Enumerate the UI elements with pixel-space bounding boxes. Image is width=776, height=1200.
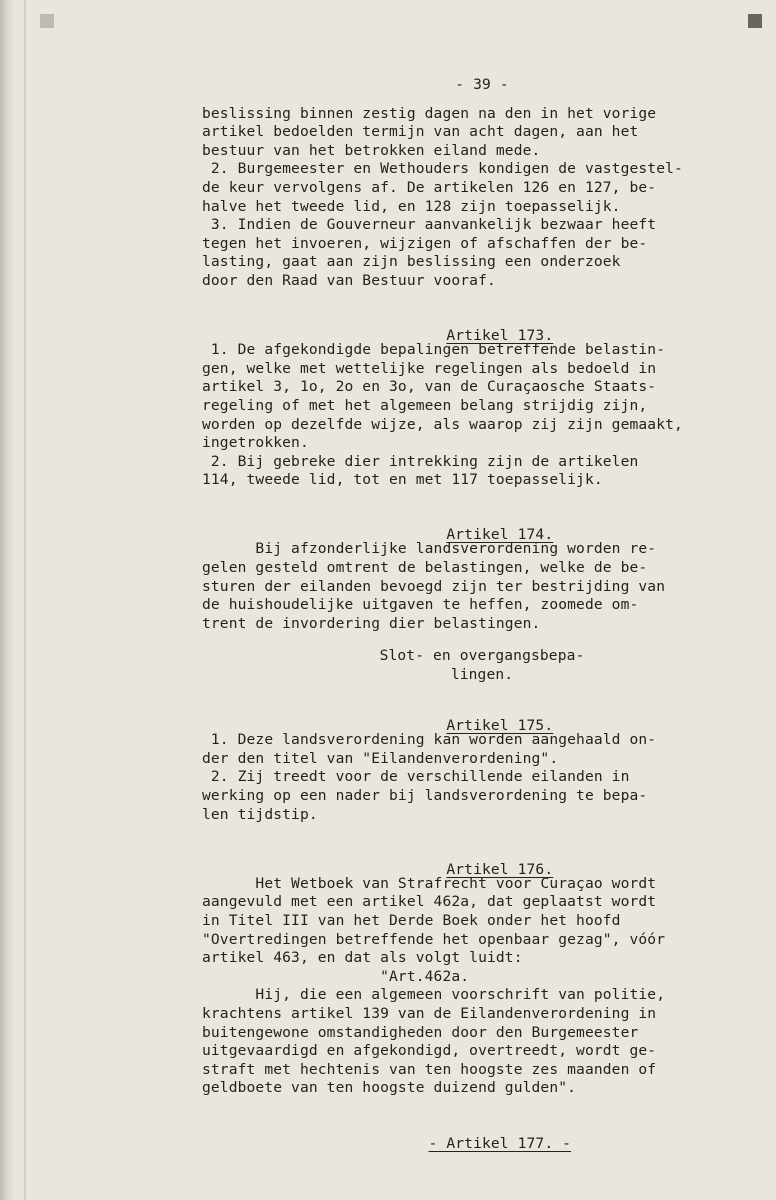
- text-line: regeling of met het algemeen belang strijdig zijn,: [202, 396, 648, 414]
- text-line: len tijdstip.: [202, 805, 318, 823]
- page-number: - 39 -: [455, 76, 509, 93]
- text-line: tegen het invoeren, wijzigen of afschaffen der be-: [202, 234, 648, 252]
- text-line: buitengewone omstandigheden door den Burgemeester: [202, 1023, 639, 1041]
- article-173-heading: Artikel 173.: [446, 327, 554, 345]
- text-line: 1. De afgekondigde bepalingen betreffende belastin-: [202, 341, 666, 359]
- text-line: gelen gesteld omtrent de belastingen, welke de be-: [202, 559, 648, 577]
- binding-line: [24, 0, 26, 1200]
- text-line: de keur vervolgens af. De artikelen 126 en 127, be-: [202, 178, 657, 196]
- article-173-body: [202, 341, 762, 490]
- article-176-heading-row: [202, 842, 762, 878]
- text-line: ingetrokken.: [202, 434, 309, 452]
- text-line: 114, tweede lid, tot en met 117 toepasselijk.: [202, 471, 603, 489]
- article-175-heading: Artikel 175.: [446, 717, 554, 735]
- text-line: Bij afzonderlijke landsverordening worden re-: [202, 540, 657, 558]
- text-line: gen, welke met wettelijke regelingen als bedoeld in: [202, 359, 657, 377]
- text-line: bestuur van het betrokken eiland mede.: [202, 141, 541, 159]
- text-line: beslissing binnen zestig dagen na den in het vorige: [202, 104, 657, 122]
- section-title-line: Slot- en overgangsbepa-: [379, 647, 585, 665]
- article-176-body: [202, 875, 762, 1098]
- text-line: "Art.462a.: [202, 967, 470, 985]
- binding-edge: [0, 0, 14, 1200]
- text-line: 3. Indien de Gouverneur aanvankelijk bezwaar heeft: [202, 216, 657, 234]
- text-line: uitgevaardigd en afgekondigd, overtreedt, wordt ge-: [202, 1042, 657, 1060]
- text-line: door den Raad van Bestuur vooraf.: [202, 271, 496, 289]
- text-line: krachtens artikel 139 van de Eilandenverordening in: [202, 1004, 657, 1022]
- text-line: 2. Bij gebreke dier intrekking zijn de artikelen: [202, 452, 639, 470]
- article-173-heading-row: [202, 309, 762, 345]
- text-line: halve het tweede lid, en 128 zijn toepasselijk.: [202, 197, 621, 215]
- text-line: de huishoudelijke uitgaven te heffen, zoomede om-: [202, 596, 639, 614]
- text-line: in Titel III van het Derde Boek onder het hoofd: [202, 911, 621, 929]
- text-line: artikel 463, en dat als volgt luidt:: [202, 949, 523, 967]
- text-line: sturen der eilanden bevoegd zijn ter bestrijding van: [202, 577, 666, 595]
- section-title: [202, 647, 762, 684]
- text-line: 2. Burgemeester en Wethouders kondigen de vastgestel-: [202, 160, 683, 178]
- text-line: worden op dezelfde wijze, als waarop zij zijn gemaakt,: [202, 415, 683, 433]
- text-line: 2. Zij treedt voor de verschillende eilanden in: [202, 768, 630, 786]
- text-line: artikel bedoelden termijn van acht dagen, aan het: [202, 123, 639, 141]
- article-175-heading-row: [202, 699, 762, 735]
- article-175-body: [202, 731, 762, 824]
- article-176-heading: Artikel 176.: [446, 860, 554, 878]
- article-174-body: [202, 540, 762, 633]
- section-title-line: lingen.: [450, 666, 514, 684]
- text-line: artikel 3, 1o, 2o en 3o, van de Curaçaosche Staats-: [202, 378, 657, 396]
- text-line: werking op een nader bij landsverordening te bepa-: [202, 787, 648, 804]
- corner-registration-mark: [748, 14, 762, 28]
- text-line: geldboete van ten hoogste duizend gulden".: [202, 1079, 577, 1097]
- text-line: trent de invordering dier belastingen.: [202, 614, 541, 632]
- text-line: Het Wetboek van Strafrecht voor Curaçao wordt: [202, 874, 657, 892]
- corner-registration-mark-faint: [40, 14, 54, 28]
- article-174-heading: Artikel 174.: [446, 526, 554, 544]
- intro-paragraph: [202, 105, 762, 291]
- text-line: lasting, gaat aan zijn beslissing een onderzoek: [202, 253, 621, 271]
- article-174-heading-row: [202, 508, 762, 544]
- text-line: aangevuld met een artikel 462a, dat geplaatst wordt: [202, 893, 657, 911]
- next-article-marker: [202, 1116, 762, 1152]
- article-177-heading: - Artikel 177. -: [428, 1134, 572, 1152]
- text-line: 1. Deze landsverordening kan worden aangehaald on-: [202, 731, 657, 749]
- text-line: der den titel van "Eilandenverordening".: [202, 749, 559, 767]
- text-line: straft met hechtenis van ten hoogste zes maanden of: [202, 1060, 657, 1078]
- document-page: [202, 76, 762, 1152]
- text-line: "Overtredingen betreffende het openbaar gezag", vóór: [202, 930, 666, 948]
- text-line: Hij, die een algemeen voorschrift van politie,: [202, 986, 666, 1004]
